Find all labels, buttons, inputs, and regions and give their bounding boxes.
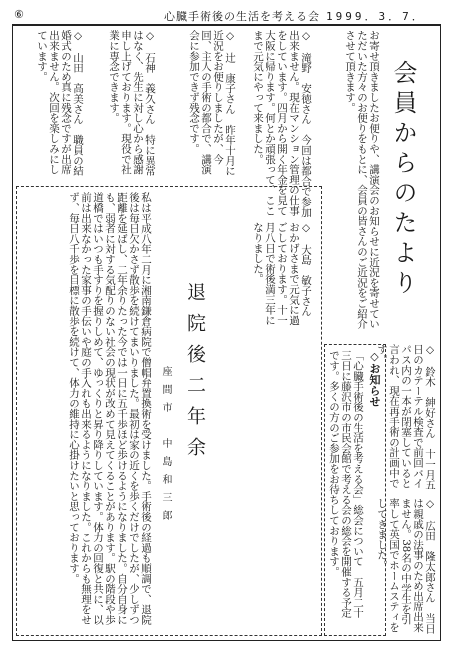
article-body: 私は平成八年二月に湘南鎌倉病院で僧帽弁置換術を受けました。手術後の経過も順調で、退院後は毎日欠かさず散歩を続けてまいりました。最初は家の近くを歩くだけでしたが、少しずつ距離を延ばし、二年余りたった今では一日に五千歩ほど歩けるようになりました。自分自身にも、弱者に対する気配りのない社会の現状が改めて見えてくることがあります。駅の階段や歩道橋ではいつも手すりを握りしめて、ゆっくりと昇り降りしています。体力の回復と共に、以前は出来なかった家事の手伝いや庭の手入れも出来るようになりました。これからも無理をせず、毎日八千歩を目標に散歩を続けて、体力の維持に心掛けたいと思っております。 <box>68 192 152 625</box>
newsletter-title: 心臓手術後の生活を考える会 <box>164 10 320 23</box>
letter-tsuji: ◇ 辻 康子さん 昨年十月に近況をお便りしましたが、今回、主人の手術の都合で、講演会に参加できず残念です。 <box>188 30 236 176</box>
article-author: 座間市 中島和三郎 <box>160 366 171 528</box>
letter-takino: ◇ 滝野 安徳さん 今回は都合で参加出来ません。現在マンション管理の仕事をしています。四月から開く年金を見て大阪に帰ります。何とか頑張って、ここまで元気にやって来ました。 <box>252 30 312 217</box>
letter-oshima: ◇ 大島 敏子さん おかげさまで元気に過ごしております。十一月八日で術後満三年になりました。 <box>252 222 312 327</box>
frame-bottom <box>12 640 441 641</box>
issue-date: 1999．3．7． <box>326 10 426 23</box>
section-title: 会員からのたより <box>389 60 417 300</box>
page-number: ⑥ <box>14 8 24 21</box>
notice-body: 「心臓手術後の生活を考える会」総会について 五月二十三日に藤沢市の市民会館で考える会の総会を開催する予定です。多くの方のご参加をお待ちしております。 <box>328 350 364 618</box>
letter-yamada: ◇ 山田 高美さん 職員の結婚式のため真に残念ですが出席出来ません。次回を楽しみにしています。 <box>36 30 84 176</box>
notice-title: ◇お知らせ <box>368 350 381 407</box>
frame-right <box>440 24 441 640</box>
letter-suzuki: ◇ 鈴木 紳好さん 十一月五日のカテーテル検査で前回バイパス内の一本が閉塞していると言われ、現在再手術の計画中です。 <box>376 344 436 490</box>
header-rule <box>12 24 440 26</box>
intro-text: お寄せ頂きましたお便りや、講演会のお知らせに近況を寄せていただいた方々のお便りをもとに、会員の皆さんのご近況をご紹介させて頂きます。 <box>344 30 380 329</box>
page-header <box>14 6 440 24</box>
frame-left <box>12 24 13 640</box>
article-title: 退院後二年余 <box>184 282 206 468</box>
letter-ishigami: ◇ 石神 義久さん 特に異常はなく、先生に対し心から感謝申し上げております。現役で社業に専念できます。 <box>108 30 156 176</box>
letter-hirota: ◇ 広田 隆太郎さん 当日は親戚の法事のため出席出来ません。38名の中学生を引率して英国でホームスティをしてきました。 <box>376 498 436 634</box>
